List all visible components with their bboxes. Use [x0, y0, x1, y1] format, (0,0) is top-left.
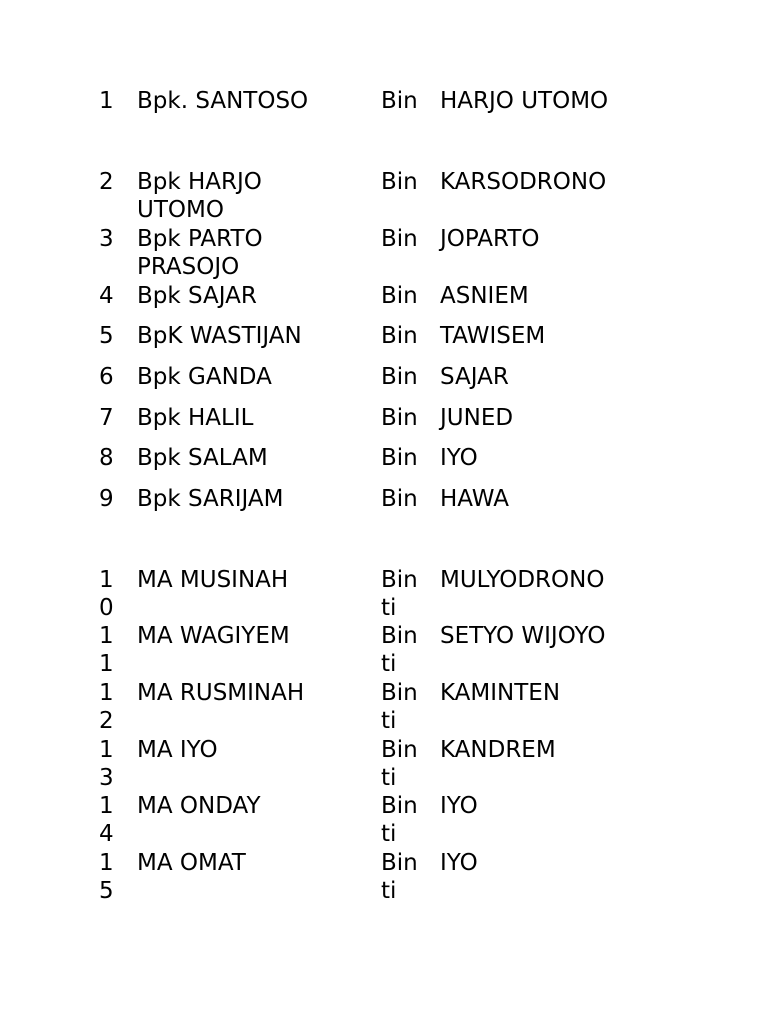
person-name: Bpk SAJAR	[137, 283, 257, 309]
person-name: Bpk HARJO UTOMO	[137, 169, 262, 223]
person-name: MA IYO	[137, 737, 218, 763]
parent-name: KAMINTEN	[440, 680, 561, 706]
row-number: 1 0	[99, 567, 114, 621]
relation: Bin	[381, 283, 418, 309]
person-name: BpK WASTIJAN	[137, 323, 302, 349]
row-number: 9	[99, 486, 114, 512]
row-number: 4	[99, 283, 114, 309]
relation: Bin	[381, 364, 418, 390]
row-number: 1 4	[99, 793, 114, 847]
person-name: Bpk SARIJAM	[137, 486, 284, 512]
row-number: 1 2	[99, 680, 114, 734]
person-name: MA WAGIYEM	[137, 623, 290, 649]
relation: Bin	[381, 169, 418, 195]
row-number: 1 3	[99, 737, 114, 791]
relation: Bin ti	[381, 680, 418, 734]
parent-name: IYO	[440, 793, 478, 819]
relation: Bin ti	[381, 737, 418, 791]
person-name: Bpk PARTO PRASOJO	[137, 226, 263, 280]
relation: Bin	[381, 405, 418, 431]
parent-name: IYO	[440, 850, 478, 876]
parent-name: IYO	[440, 445, 478, 471]
relation: Bin ti	[381, 567, 418, 621]
person-name: MA OMAT	[137, 850, 246, 876]
row-number: 1 1	[99, 623, 114, 677]
parent-name: HARJO UTOMO	[440, 88, 609, 114]
parent-name: KANDREM	[440, 737, 556, 763]
row-number: 1 5	[99, 850, 114, 904]
person-name: Bpk HALIL	[137, 405, 254, 431]
row-number: 5	[99, 323, 114, 349]
relation: Bin	[381, 323, 418, 349]
person-name: MA RUSMINAH	[137, 680, 305, 706]
row-number: 8	[99, 445, 114, 471]
row-number: 2	[99, 169, 114, 195]
row-number: 1	[99, 88, 114, 114]
parent-name: SAJAR	[440, 364, 509, 390]
row-number: 7	[99, 405, 114, 431]
parent-name: TAWISEM	[440, 323, 546, 349]
parent-name: JOPARTO	[440, 226, 540, 252]
parent-name: MULYODRONO	[440, 567, 605, 593]
person-name: Bpk SALAM	[137, 445, 268, 471]
relation: Bin	[381, 445, 418, 471]
relation: Bin ti	[381, 623, 418, 677]
relation: Bin ti	[381, 793, 418, 847]
relation: Bin	[381, 486, 418, 512]
person-name: MA MUSINAH	[137, 567, 289, 593]
parent-name: KARSODRONO	[440, 169, 607, 195]
parent-name: HAWA	[440, 486, 509, 512]
row-number: 3	[99, 226, 114, 252]
person-name: Bpk GANDA	[137, 364, 272, 390]
parent-name: JUNED	[440, 405, 514, 431]
row-number: 6	[99, 364, 114, 390]
relation: Bin ti	[381, 850, 418, 904]
parent-name: ASNIEM	[440, 283, 529, 309]
relation: Bin	[381, 226, 418, 252]
person-name: MA ONDAY	[137, 793, 261, 819]
relation: Bin	[381, 88, 418, 114]
parent-name: SETYO WIJOYO	[440, 623, 606, 649]
person-name: Bpk. SANTOSO	[137, 88, 309, 114]
